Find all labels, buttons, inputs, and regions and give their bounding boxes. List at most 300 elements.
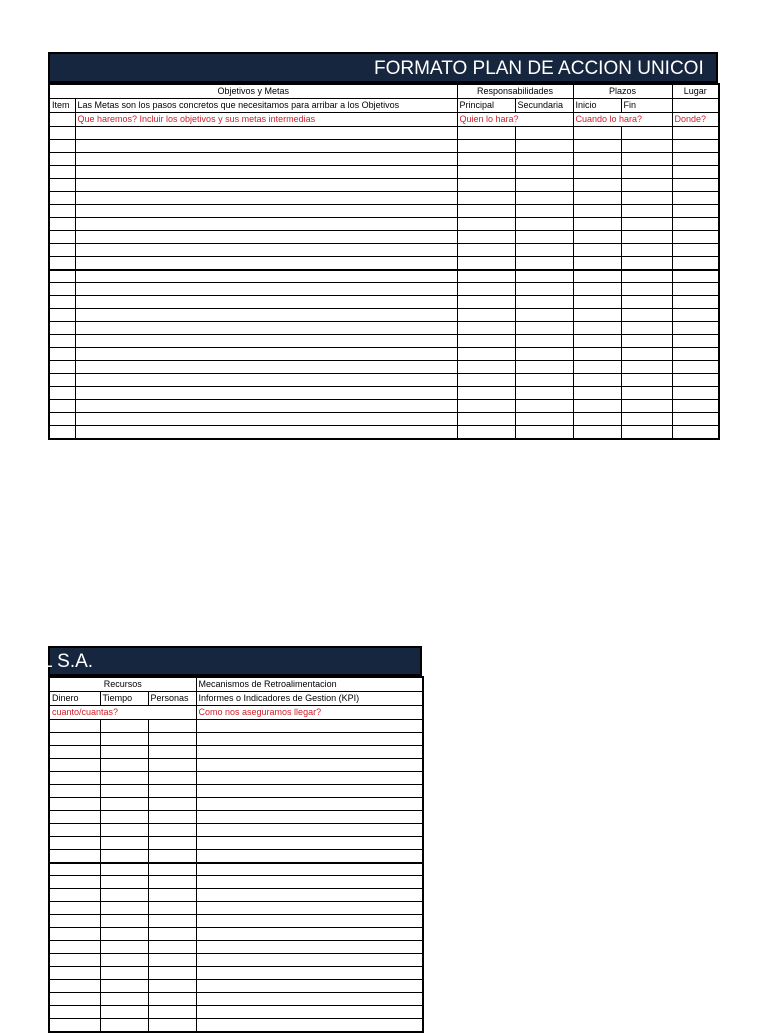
resource-entry-cell[interactable] bbox=[49, 746, 100, 759]
resource-entry-cell[interactable] bbox=[49, 967, 100, 980]
resource-entry-cell[interactable] bbox=[196, 837, 423, 850]
resource-entry-cell[interactable] bbox=[100, 993, 148, 1006]
plan-entry-cell[interactable] bbox=[75, 361, 457, 374]
plan-entry-row bbox=[49, 127, 719, 140]
plan-entry-cell[interactable] bbox=[75, 283, 457, 296]
resource-entry-cell[interactable] bbox=[148, 850, 196, 863]
resource-entry-cell[interactable] bbox=[49, 980, 100, 993]
plan-entry-cell[interactable] bbox=[672, 153, 719, 166]
plan-entry-cell[interactable] bbox=[672, 413, 719, 426]
plan-entry-cell[interactable] bbox=[621, 322, 672, 335]
resource-entry-cell[interactable] bbox=[100, 863, 148, 876]
plan-entry-cell[interactable] bbox=[457, 244, 515, 257]
plan-entry-cell[interactable] bbox=[457, 296, 515, 309]
plan-entry-cell[interactable] bbox=[573, 387, 621, 400]
plan-entry-cell[interactable] bbox=[457, 179, 515, 192]
resource-entry-cell[interactable] bbox=[148, 1006, 196, 1019]
plan-entry-cell[interactable] bbox=[573, 283, 621, 296]
resource-entry-cell[interactable] bbox=[49, 759, 100, 772]
plan-entry-cell[interactable] bbox=[621, 231, 672, 244]
resource-entry-cell[interactable] bbox=[196, 1006, 423, 1019]
resource-entry-row bbox=[49, 967, 423, 980]
resource-entry-cell[interactable] bbox=[49, 850, 100, 863]
resource-entry-cell[interactable] bbox=[49, 785, 100, 798]
resource-entry-cell[interactable] bbox=[49, 902, 100, 915]
recursos-header: Recursos bbox=[49, 677, 196, 692]
resource-entry-cell[interactable] bbox=[49, 863, 100, 876]
resource-entry-row bbox=[49, 759, 423, 772]
plan-entry-cell[interactable] bbox=[573, 400, 621, 413]
title-banner-continued bbox=[42, 646, 422, 676]
plan-entry-cell[interactable] bbox=[672, 244, 719, 257]
resource-entry-cell[interactable] bbox=[148, 980, 196, 993]
resource-entry-cell[interactable] bbox=[148, 798, 196, 811]
plan-entry-cell[interactable] bbox=[75, 192, 457, 205]
item-header: Item bbox=[49, 99, 75, 113]
resource-entry-cell[interactable] bbox=[196, 941, 423, 954]
plan-entry-cell[interactable] bbox=[621, 387, 672, 400]
plan-entry-cell[interactable] bbox=[573, 166, 621, 179]
plan-entry-cell[interactable] bbox=[75, 205, 457, 218]
plan-entry-cell[interactable] bbox=[457, 231, 515, 244]
plan-entry-cell[interactable] bbox=[573, 192, 621, 205]
plan-entry-cell[interactable] bbox=[457, 361, 515, 374]
resource-entry-cell[interactable] bbox=[100, 850, 148, 863]
plan-entry-cell[interactable] bbox=[49, 166, 75, 179]
plan-entry-cell[interactable] bbox=[515, 244, 573, 257]
resource-entry-cell[interactable] bbox=[49, 811, 100, 824]
plan-entry-cell[interactable] bbox=[49, 413, 75, 426]
resource-entry-cell[interactable] bbox=[196, 785, 423, 798]
plan-entry-cell[interactable] bbox=[515, 283, 573, 296]
plan-entry-cell[interactable] bbox=[672, 257, 719, 270]
plan-entry-cell[interactable] bbox=[515, 257, 573, 270]
resource-entry-cell[interactable] bbox=[196, 980, 423, 993]
resource-entry-cell[interactable] bbox=[100, 733, 148, 746]
plan-entry-cell[interactable] bbox=[621, 413, 672, 426]
resource-entry-cell[interactable] bbox=[100, 980, 148, 993]
plan-entry-row bbox=[49, 309, 719, 322]
resource-entry-cell[interactable] bbox=[49, 993, 100, 1006]
plan-entry-cell[interactable] bbox=[457, 270, 515, 283]
plan-entry-cell[interactable] bbox=[49, 335, 75, 348]
resource-entry-row bbox=[49, 733, 423, 746]
plan-entry-cell[interactable] bbox=[75, 387, 457, 400]
resource-entry-cell[interactable] bbox=[100, 1006, 148, 1019]
plan-entry-cell[interactable] bbox=[621, 218, 672, 231]
resource-entry-cell[interactable] bbox=[49, 824, 100, 837]
principal-header: Principal bbox=[457, 99, 515, 113]
column-header-row bbox=[49, 99, 719, 113]
resource-entry-cell[interactable] bbox=[100, 720, 148, 733]
resource-entry-cell[interactable] bbox=[148, 889, 196, 902]
resource-entry-cell[interactable] bbox=[100, 746, 148, 759]
plan-entry-cell[interactable] bbox=[672, 140, 719, 153]
resource-entry-cell[interactable] bbox=[148, 941, 196, 954]
fin-header: Fin bbox=[621, 99, 672, 113]
plan-entry-cell[interactable] bbox=[573, 348, 621, 361]
plan-entry-cell[interactable] bbox=[573, 127, 621, 140]
plan-entry-row bbox=[49, 166, 719, 179]
resource-entry-row bbox=[49, 1006, 423, 1019]
plan-entry-cell[interactable] bbox=[49, 179, 75, 192]
resource-entry-cell[interactable] bbox=[100, 876, 148, 889]
plan-entry-cell[interactable] bbox=[49, 296, 75, 309]
resource-entry-cell[interactable] bbox=[148, 733, 196, 746]
plan-entry-cell[interactable] bbox=[49, 348, 75, 361]
plan-entry-cell[interactable] bbox=[573, 179, 621, 192]
plan-entry-cell[interactable] bbox=[621, 426, 672, 439]
plan-entry-cell[interactable] bbox=[75, 400, 457, 413]
resource-entry-cell[interactable] bbox=[100, 928, 148, 941]
plan-entry-cell[interactable] bbox=[573, 361, 621, 374]
resource-entry-cell[interactable] bbox=[100, 915, 148, 928]
plan-entry-row bbox=[49, 335, 719, 348]
plan-entry-cell[interactable] bbox=[457, 166, 515, 179]
plan-entry-cell[interactable] bbox=[515, 413, 573, 426]
plan-entry-cell[interactable] bbox=[75, 127, 457, 140]
plan-entry-cell[interactable] bbox=[49, 153, 75, 166]
plan-entry-cell[interactable] bbox=[75, 140, 457, 153]
plan-entry-row bbox=[49, 192, 719, 205]
resource-entry-cell[interactable] bbox=[100, 837, 148, 850]
plan-entry-cell[interactable] bbox=[573, 426, 621, 439]
resource-entry-cell[interactable] bbox=[100, 824, 148, 837]
plan-entry-cell[interactable] bbox=[515, 387, 573, 400]
plan-entry-cell[interactable] bbox=[75, 153, 457, 166]
plan-entry-cell[interactable] bbox=[621, 335, 672, 348]
resources-table bbox=[48, 676, 424, 1033]
plan-entry-cell[interactable] bbox=[75, 309, 457, 322]
prompt-row-2 bbox=[49, 706, 423, 720]
plan-entry-cell[interactable] bbox=[457, 309, 515, 322]
resource-entry-cell[interactable] bbox=[100, 811, 148, 824]
como-prompt: Como nos aseguramos llegar? bbox=[196, 706, 423, 720]
resource-entry-row bbox=[49, 850, 423, 863]
plan-entry-cell[interactable] bbox=[515, 166, 573, 179]
resource-entry-cell[interactable] bbox=[148, 915, 196, 928]
resource-entry-cell[interactable] bbox=[196, 772, 423, 785]
plan-entry-cell[interactable] bbox=[515, 231, 573, 244]
plan-entry-cell[interactable] bbox=[75, 257, 457, 270]
resource-entry-cell[interactable] bbox=[49, 915, 100, 928]
plan-entry-row bbox=[49, 140, 719, 153]
plan-entry-cell[interactable] bbox=[515, 205, 573, 218]
plan-entry-cell[interactable] bbox=[49, 257, 75, 270]
plan-entry-cell[interactable] bbox=[457, 348, 515, 361]
plan-entry-cell[interactable] bbox=[457, 374, 515, 387]
plan-entry-cell[interactable] bbox=[49, 205, 75, 218]
plan-entry-cell[interactable] bbox=[573, 218, 621, 231]
plan-entry-cell[interactable] bbox=[573, 153, 621, 166]
resource-entry-cell[interactable] bbox=[148, 902, 196, 915]
plan-entry-cell[interactable] bbox=[672, 218, 719, 231]
plan-entry-cell[interactable] bbox=[672, 400, 719, 413]
plan-entry-cell[interactable] bbox=[457, 127, 515, 140]
plan-entry-cell[interactable] bbox=[457, 257, 515, 270]
resource-entry-cell[interactable] bbox=[148, 993, 196, 1006]
plan-entry-cell[interactable] bbox=[515, 296, 573, 309]
plan-entry-cell[interactable] bbox=[75, 166, 457, 179]
resource-entry-row bbox=[49, 720, 423, 733]
plan-entry-cell[interactable] bbox=[672, 387, 719, 400]
plan-entry-cell[interactable] bbox=[621, 270, 672, 283]
plan-entry-cell[interactable] bbox=[573, 257, 621, 270]
plan-entry-cell[interactable] bbox=[515, 335, 573, 348]
resource-entry-cell[interactable] bbox=[148, 863, 196, 876]
resource-entry-cell[interactable] bbox=[148, 772, 196, 785]
plan-entry-cell[interactable] bbox=[515, 218, 573, 231]
resource-entry-cell[interactable] bbox=[196, 850, 423, 863]
plan-entry-cell[interactable] bbox=[515, 309, 573, 322]
plan-entry-cell[interactable] bbox=[75, 179, 457, 192]
plan-entry-cell[interactable] bbox=[573, 231, 621, 244]
resource-entry-cell[interactable] bbox=[148, 1019, 196, 1032]
plan-entry-cell[interactable] bbox=[457, 335, 515, 348]
resource-entry-cell[interactable] bbox=[49, 928, 100, 941]
resource-entry-cell[interactable] bbox=[196, 967, 423, 980]
resource-entry-cell[interactable] bbox=[49, 720, 100, 733]
plan-entry-row bbox=[49, 426, 719, 439]
plan-entry-cell[interactable] bbox=[75, 244, 457, 257]
resource-entry-row bbox=[49, 1019, 423, 1032]
plan-entry-cell[interactable] bbox=[672, 296, 719, 309]
plan-entry-cell[interactable] bbox=[515, 400, 573, 413]
plan-entry-cell[interactable] bbox=[621, 205, 672, 218]
resource-entry-cell[interactable] bbox=[49, 954, 100, 967]
plan-entry-cell[interactable] bbox=[621, 361, 672, 374]
plan-entry-cell[interactable] bbox=[573, 309, 621, 322]
plan-entry-cell[interactable] bbox=[49, 218, 75, 231]
prompt-item-cell bbox=[49, 113, 75, 127]
resource-entry-cell[interactable] bbox=[100, 941, 148, 954]
resource-entry-cell[interactable] bbox=[196, 759, 423, 772]
plan-entry-cell[interactable] bbox=[672, 127, 719, 140]
plan-entry-cell[interactable] bbox=[49, 270, 75, 283]
cuanto-prompt: cuanto/cuantas? bbox=[49, 706, 196, 720]
plan-entry-cell[interactable] bbox=[457, 426, 515, 439]
resource-entry-cell[interactable] bbox=[148, 785, 196, 798]
resource-entry-cell[interactable] bbox=[196, 746, 423, 759]
plan-entry-cell[interactable] bbox=[672, 374, 719, 387]
resource-entry-cell[interactable] bbox=[100, 902, 148, 915]
quien-prompt: Quien lo hara? bbox=[457, 113, 573, 127]
plan-entry-cell[interactable] bbox=[49, 322, 75, 335]
plan-entry-cell[interactable] bbox=[49, 426, 75, 439]
plan-entry-cell[interactable] bbox=[621, 283, 672, 296]
plan-entry-cell[interactable] bbox=[49, 309, 75, 322]
resource-entry-cell[interactable] bbox=[100, 967, 148, 980]
plan-entry-cell[interactable] bbox=[75, 374, 457, 387]
plan-entry-cell[interactable] bbox=[457, 283, 515, 296]
resource-entry-cell[interactable] bbox=[100, 785, 148, 798]
resource-entry-cell[interactable] bbox=[100, 759, 148, 772]
plan-entry-cell[interactable] bbox=[49, 244, 75, 257]
plan-entry-cell[interactable] bbox=[49, 361, 75, 374]
plan-entry-cell[interactable] bbox=[672, 322, 719, 335]
plan-entry-cell[interactable] bbox=[75, 296, 457, 309]
plan-entry-cell[interactable] bbox=[75, 348, 457, 361]
resource-entry-cell[interactable] bbox=[100, 889, 148, 902]
plan-entry-cell[interactable] bbox=[75, 218, 457, 231]
resource-entry-cell[interactable] bbox=[148, 746, 196, 759]
plan-entry-cell[interactable] bbox=[515, 192, 573, 205]
resource-entry-cell[interactable] bbox=[196, 863, 423, 876]
resource-entry-cell[interactable] bbox=[148, 759, 196, 772]
plan-entry-cell[interactable] bbox=[49, 231, 75, 244]
plan-entry-cell[interactable] bbox=[573, 270, 621, 283]
plan-entry-cell[interactable] bbox=[672, 192, 719, 205]
plan-entry-row bbox=[49, 257, 719, 270]
resource-entry-cell[interactable] bbox=[49, 733, 100, 746]
resource-entry-cell[interactable] bbox=[196, 928, 423, 941]
plan-entry-cell[interactable] bbox=[457, 400, 515, 413]
plan-entry-cell[interactable] bbox=[573, 140, 621, 153]
plan-entry-cell[interactable] bbox=[621, 166, 672, 179]
plan-entry-cell[interactable] bbox=[621, 192, 672, 205]
resource-entry-cell[interactable] bbox=[49, 941, 100, 954]
resource-entry-cell[interactable] bbox=[148, 954, 196, 967]
plan-entry-cell[interactable] bbox=[621, 309, 672, 322]
plan-entry-cell[interactable] bbox=[672, 231, 719, 244]
resource-entry-cell[interactable] bbox=[49, 798, 100, 811]
plan-entry-cell[interactable] bbox=[621, 400, 672, 413]
plan-entry-cell[interactable] bbox=[573, 335, 621, 348]
plan-entry-cell[interactable] bbox=[457, 218, 515, 231]
resource-entry-cell[interactable] bbox=[196, 811, 423, 824]
plan-entry-cell[interactable] bbox=[457, 387, 515, 400]
banner-title-continued: L S.A. bbox=[42, 651, 94, 672]
plan-entry-cell[interactable] bbox=[49, 374, 75, 387]
cuando-prompt: Cuando lo hara? bbox=[573, 113, 672, 127]
plan-entry-cell[interactable] bbox=[672, 335, 719, 348]
plan-entry-cell[interactable] bbox=[457, 413, 515, 426]
resource-entry-cell[interactable] bbox=[49, 772, 100, 785]
plan-entry-cell[interactable] bbox=[672, 205, 719, 218]
resource-entry-cell[interactable] bbox=[196, 720, 423, 733]
plan-entry-cell[interactable] bbox=[49, 400, 75, 413]
plan-entry-cell[interactable] bbox=[573, 322, 621, 335]
plan-entry-cell[interactable] bbox=[75, 322, 457, 335]
plan-entry-cell[interactable] bbox=[515, 361, 573, 374]
plan-entry-cell[interactable] bbox=[672, 166, 719, 179]
resource-entry-cell[interactable] bbox=[196, 993, 423, 1006]
plan-entry-cell[interactable] bbox=[49, 283, 75, 296]
plan-entry-cell[interactable] bbox=[621, 374, 672, 387]
plan-entry-row bbox=[49, 205, 719, 218]
resource-entry-cell[interactable] bbox=[148, 876, 196, 889]
plan-entry-cell[interactable] bbox=[75, 426, 457, 439]
plan-entry-cell[interactable] bbox=[457, 192, 515, 205]
resource-entry-cell[interactable] bbox=[196, 733, 423, 746]
plan-entry-cell[interactable] bbox=[75, 413, 457, 426]
plan-entry-cell[interactable] bbox=[515, 322, 573, 335]
resource-entry-cell[interactable] bbox=[148, 811, 196, 824]
plan-entry-cell[interactable] bbox=[515, 348, 573, 361]
plan-entry-cell[interactable] bbox=[672, 179, 719, 192]
plan-entry-cell[interactable] bbox=[515, 153, 573, 166]
plan-entry-cell[interactable] bbox=[621, 153, 672, 166]
resource-entry-cell[interactable] bbox=[148, 928, 196, 941]
resource-entry-cell[interactable] bbox=[49, 837, 100, 850]
plan-entry-cell[interactable] bbox=[75, 335, 457, 348]
plan-entry-cell[interactable] bbox=[457, 140, 515, 153]
plan-entry-cell[interactable] bbox=[621, 179, 672, 192]
plan-entry-cell[interactable] bbox=[49, 387, 75, 400]
resource-entry-cell[interactable] bbox=[196, 889, 423, 902]
resource-entry-cell[interactable] bbox=[196, 824, 423, 837]
resource-entry-cell[interactable] bbox=[49, 876, 100, 889]
plan-entry-cell[interactable] bbox=[573, 296, 621, 309]
resource-entry-cell[interactable] bbox=[196, 876, 423, 889]
plan-entry-cell[interactable] bbox=[515, 179, 573, 192]
resource-entry-cell[interactable] bbox=[148, 837, 196, 850]
resource-entry-cell[interactable] bbox=[148, 967, 196, 980]
lugar-blank-header bbox=[672, 99, 719, 113]
plan-entry-row bbox=[49, 153, 719, 166]
plan-entry-cell[interactable] bbox=[515, 140, 573, 153]
plan-entry-cell[interactable] bbox=[49, 140, 75, 153]
plan-entry-cell[interactable] bbox=[75, 231, 457, 244]
plan-entry-cell[interactable] bbox=[672, 283, 719, 296]
plan-entry-cell[interactable] bbox=[457, 322, 515, 335]
resource-entry-cell[interactable] bbox=[100, 798, 148, 811]
plan-entry-cell[interactable] bbox=[672, 426, 719, 439]
plan-entry-cell[interactable] bbox=[672, 309, 719, 322]
resource-entry-cell[interactable] bbox=[49, 1019, 100, 1032]
plan-entry-cell[interactable] bbox=[573, 244, 621, 257]
plan-entry-cell[interactable] bbox=[75, 270, 457, 283]
plan-entry-cell[interactable] bbox=[49, 192, 75, 205]
plan-entry-cell[interactable] bbox=[515, 374, 573, 387]
plan-entry-cell[interactable] bbox=[515, 426, 573, 439]
plan-entry-cell[interactable] bbox=[621, 348, 672, 361]
plan-entry-cell[interactable] bbox=[621, 244, 672, 257]
plan-entry-cell[interactable] bbox=[621, 140, 672, 153]
informes-header: Informes o Indicadores de Gestion (KPI) bbox=[196, 692, 423, 706]
plan-entry-cell[interactable] bbox=[672, 270, 719, 283]
resource-entry-cell[interactable] bbox=[49, 1006, 100, 1019]
plan-entry-cell[interactable] bbox=[672, 348, 719, 361]
plan-entry-cell[interactable] bbox=[621, 257, 672, 270]
resource-entry-cell[interactable] bbox=[100, 1019, 148, 1032]
resource-entry-cell[interactable] bbox=[196, 798, 423, 811]
resource-entry-cell[interactable] bbox=[100, 954, 148, 967]
plan-entry-cell[interactable] bbox=[573, 205, 621, 218]
resource-entry-cell[interactable] bbox=[100, 772, 148, 785]
plan-entry-cell[interactable] bbox=[621, 127, 672, 140]
resource-entry-cell[interactable] bbox=[196, 1019, 423, 1032]
plan-entry-cell[interactable] bbox=[672, 361, 719, 374]
inicio-header: Inicio bbox=[573, 99, 621, 113]
resource-entry-cell[interactable] bbox=[49, 889, 100, 902]
plan-entry-cell[interactable] bbox=[515, 270, 573, 283]
plan-entry-cell[interactable] bbox=[621, 296, 672, 309]
resource-entry-cell[interactable] bbox=[148, 824, 196, 837]
resource-entry-cell[interactable] bbox=[148, 720, 196, 733]
resource-entry-cell[interactable] bbox=[196, 902, 423, 915]
plan-entry-cell[interactable] bbox=[457, 153, 515, 166]
plan-entry-row bbox=[49, 348, 719, 361]
plan-entry-cell[interactable] bbox=[573, 413, 621, 426]
plan-entry-cell[interactable] bbox=[515, 127, 573, 140]
plan-entry-cell[interactable] bbox=[49, 127, 75, 140]
resource-entry-cell[interactable] bbox=[196, 954, 423, 967]
plan-entry-cell[interactable] bbox=[573, 374, 621, 387]
lugar-header: Lugar bbox=[672, 84, 719, 99]
plan-entry-cell[interactable] bbox=[457, 205, 515, 218]
resource-entry-cell[interactable] bbox=[196, 915, 423, 928]
